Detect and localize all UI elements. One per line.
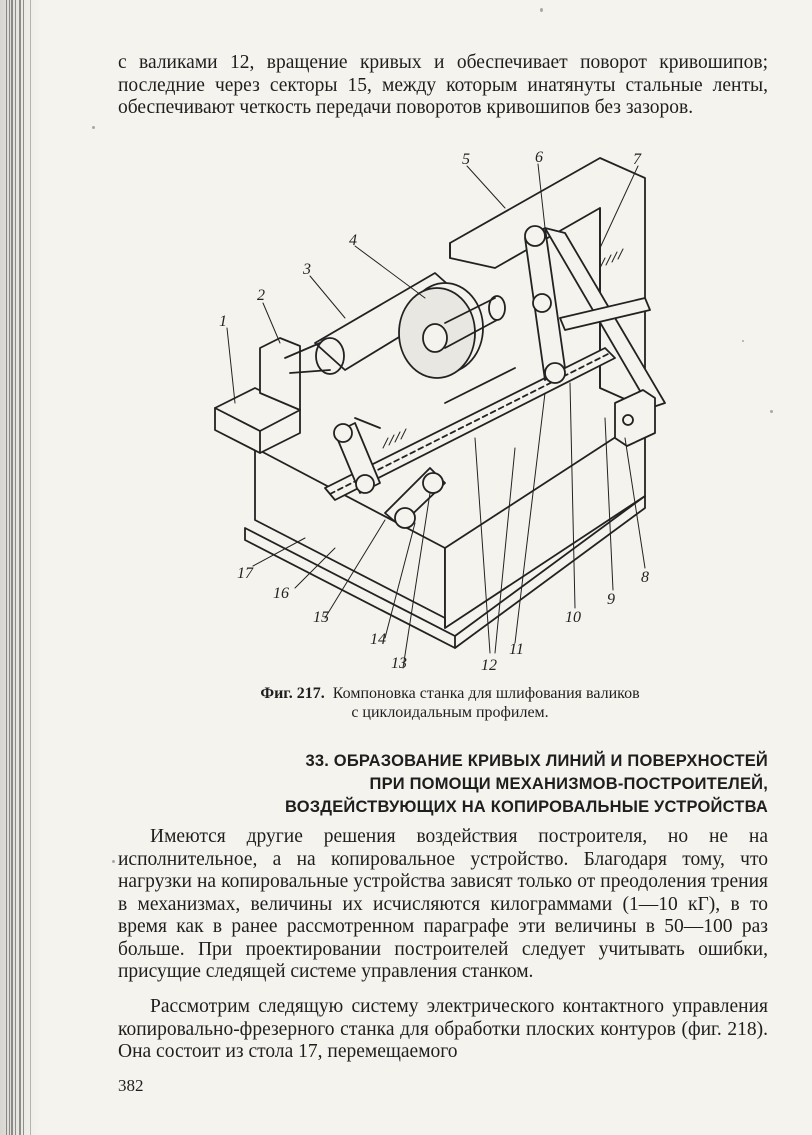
figure-caption [200, 684, 700, 722]
scan-speck [92, 126, 95, 129]
scan-speck [112, 860, 115, 863]
callout-5: 5 [462, 151, 470, 168]
heading-line-2: ПРИ ПОМОЩИ МЕХАНИЗМОВ-ПОСТРОИТЕЛЕЙ, [369, 775, 768, 793]
caption-line-1: Компоновка станка для шлифования валиков [332, 685, 640, 702]
heading-line-1: 33. ОБРАЗОВАНИЕ КРИВЫХ ЛИНИЙ И ПОВЕРХНОСТЕЙ [305, 752, 768, 770]
intro-paragraph: с валиками 12, вращение кривых и обеспечивает поворот кривошипов; последние через секторы 15, между которым инатянуты стальные ленты, обеспечивают четкость передачи поворотов кривошипов без зазоров. [118, 52, 768, 118]
machine-drawing [205, 148, 675, 680]
heading-line-3: ВОЗДЕЙСТВУЮЩИХ НА КОПИРОВАЛЬНЫЕ УСТРОЙСТВА [284, 798, 768, 816]
callout-14: 14 [370, 631, 386, 648]
caption-line-2: с циклоидальным профилем. [351, 704, 549, 721]
binding-shadow [0, 0, 40, 1135]
callout-8: 8 [641, 569, 649, 586]
callout-1: 1 [219, 313, 227, 330]
caption-label: Фиг. 217. [260, 685, 325, 702]
callout-12: 12 [481, 657, 497, 674]
callout-6: 6 [535, 149, 543, 166]
callout-11: 11 [509, 641, 524, 658]
callout-15: 15 [313, 609, 329, 626]
scan-speck [540, 8, 543, 12]
callout-10: 10 [565, 609, 581, 626]
callout-2: 2 [257, 287, 265, 304]
section-heading [240, 750, 768, 819]
scan-speck [770, 410, 773, 413]
callout-17: 17 [237, 565, 253, 582]
callout-9: 9 [607, 591, 615, 608]
callout-13: 13 [391, 655, 407, 672]
scan-speck [742, 340, 744, 342]
body-paragraph-2: Рассмотрим следящую систему электрического контактного управления копировально-фрезерного станка для обработки плоских контуров (фиг. 218). Она состоит из стола 17, перемещаемого [118, 996, 768, 1062]
page-number: 382 [118, 1076, 144, 1095]
callout-16: 16 [273, 585, 289, 602]
body-paragraph-1: Имеются другие решения воздействия построителя, но не на исполнительное, а на копировальное устройство. Благодаря тому, что нагрузки на копировальные устройства зависят только от преодоления трения в механизмах, величины их исчисляются килограммами (1—10 кГ), в то время как в ранее рассмотренном параграфе эти величины в 50—100 раз больше. При проектировании построителей следует учитывать ошибки, присущие следящей системе управления станком. [118, 826, 768, 982]
figure-217 [205, 148, 675, 680]
callout-4: 4 [349, 232, 357, 249]
callout-3: 3 [303, 261, 311, 278]
callout-7: 7 [633, 151, 641, 168]
